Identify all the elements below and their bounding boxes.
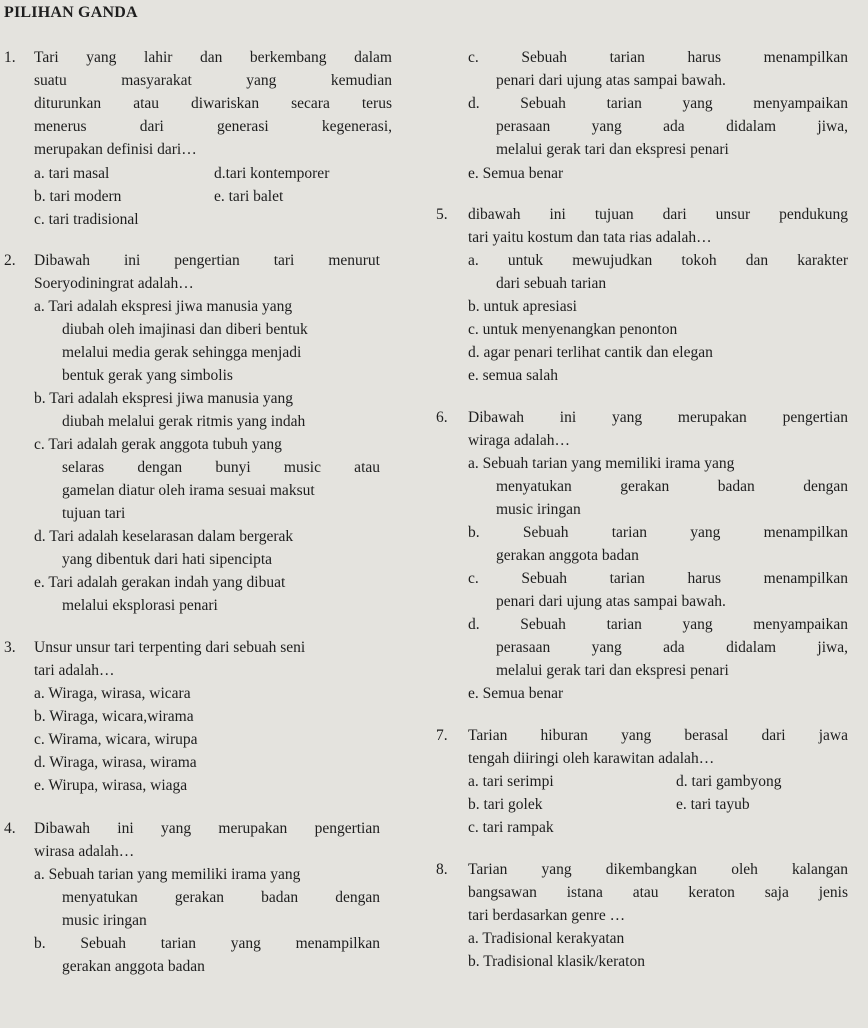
section-heading: PILIHAN GANDA — [4, 4, 138, 21]
answer-option: b. Wiraga, wicara,wirama — [34, 708, 194, 725]
answer-option-line: melalui gerak tari dan ekspresi penari — [496, 662, 729, 679]
answer-option: c. tari tradisional — [34, 211, 139, 228]
question-number: 5. — [436, 206, 448, 223]
answer-option: b. Tari adalah ekspresi jiwa manusia yang — [34, 390, 294, 407]
question-stem-line: diturunkan atau diwariskan secara terus — [34, 95, 392, 112]
question-stem-line: Dibawah ini yang merupakan pengertian — [468, 409, 848, 426]
answer-option: e. Tari adalah gerakan indah yang dibuat — [34, 574, 286, 591]
question-stem-line: tari adalah… — [34, 662, 115, 679]
answer-option: b. tari modern — [34, 188, 122, 205]
answer-option: b. Sebuah tarian yang menampilkan — [34, 935, 380, 952]
question-stem-line: Tarian yang dikembangkan oleh kalangan — [468, 861, 848, 878]
answer-option: d. agar penari terlihat cantik dan elegan — [468, 344, 713, 361]
answer-option: b. untuk apresiasi — [468, 298, 577, 315]
answer-option: a. tari serimpi — [468, 773, 554, 790]
answer-option: a. Tradisional kerakyatan — [468, 930, 625, 947]
answer-option-line: melalui gerak tari dan ekspresi penari — [496, 141, 729, 158]
answer-option-line: menyatukan gerakan badan dengan — [496, 478, 848, 495]
answer-option: b. Tradisional klasik/keraton — [468, 953, 645, 970]
answer-option: c. Wirama, wicara, wirupa — [34, 731, 198, 748]
answer-option-line: bentuk gerak yang simbolis — [62, 367, 233, 384]
answer-option: c. untuk menyenangkan penonton — [468, 321, 678, 338]
answer-option: d. Sebuah tarian yang menyampaikan — [468, 616, 848, 633]
question-stem-line: wiraga adalah… — [468, 432, 570, 449]
answer-option: a. Wiraga, wirasa, wicara — [34, 685, 191, 702]
answer-option-line: dari sebuah tarian — [496, 275, 607, 292]
answer-option-line: menyatukan gerakan badan dengan — [62, 889, 380, 906]
question-stem-line: suatu masyarakat yang kemudian — [34, 72, 392, 89]
answer-option: c. Tari adalah gerak anggota tubuh yang — [34, 436, 282, 453]
answer-option-line: music iringan — [496, 501, 581, 518]
answer-option: e. Semua benar — [468, 165, 564, 182]
question-stem-line: merupakan definisi dari… — [34, 141, 197, 158]
question-stem-line: menerus dari generasi kegenerasi, — [34, 118, 392, 135]
answer-option-line: penari dari ujung atas sampai bawah. — [496, 72, 726, 89]
question-number: 1. — [4, 49, 16, 66]
answer-option-line: selaras dengan bunyi music atau — [62, 459, 380, 476]
answer-option-line: melalui eksplorasi penari — [62, 597, 218, 614]
answer-option: a. untuk mewujudkan tokoh dan karakter — [468, 252, 848, 269]
question-stem-line: tari berdasarkan genre … — [468, 907, 626, 924]
question-number: 8. — [436, 861, 448, 878]
question-number: 6. — [436, 409, 448, 426]
question-number: 3. — [4, 639, 16, 656]
answer-option: d. Wiraga, wirasa, wirama — [34, 754, 197, 771]
question-stem-line: bangsawan istana atau keraton saja jenis — [468, 884, 848, 901]
answer-option: e. Wirupa, wirasa, wiaga — [34, 777, 188, 794]
question-number: 7. — [436, 727, 448, 744]
answer-option-line: penari dari ujung atas sampai bawah. — [496, 593, 726, 610]
answer-option: c. Sebuah tarian harus menampilkan — [468, 49, 848, 66]
question-stem-line: Tari yang lahir dan berkembang dalam — [34, 49, 392, 66]
answer-option: d. Tari adalah keselarasan dalam bergerak — [34, 528, 294, 545]
answer-option-line: diubah melalui gerak ritmis yang indah — [62, 413, 306, 430]
question-number: 2. — [4, 252, 16, 269]
answer-option: e. tari tayub — [676, 796, 750, 813]
question-stem-line: tengah diiringi oleh karawitan adalah… — [468, 750, 715, 767]
answer-option: a. tari masal — [34, 165, 110, 182]
answer-option: d. Sebuah tarian yang menyampaikan — [468, 95, 848, 112]
question-stem-line: Tarian hiburan yang berasal dari jawa — [468, 727, 848, 744]
answer-option: e. semua salah — [468, 367, 558, 384]
answer-option-line: perasaan yang ada didalam jiwa, — [496, 118, 848, 135]
answer-option: a. Sebuah tarian yang memiliki irama yang — [34, 866, 301, 883]
answer-option: b. tari golek — [468, 796, 543, 813]
question-stem-line: Dibawah ini pengertian tari menurut — [34, 252, 380, 269]
answer-option: a. Sebuah tarian yang memiliki irama yang — [468, 455, 735, 472]
answer-option-line: yang dibentuk dari hati sipencipta — [62, 551, 273, 568]
answer-option: b. Sebuah tarian yang menampilkan — [468, 524, 848, 541]
question-stem-line: Soeryodiningrat adalah… — [34, 275, 194, 292]
question-stem-line: dibawah ini tujuan dari unsur pendukung — [468, 206, 848, 223]
question-stem-line: Unsur unsur tari terpenting dari sebuah seni — [34, 639, 306, 656]
question-stem-line: wirasa adalah… — [34, 843, 135, 860]
answer-option: e. Semua benar — [468, 685, 564, 702]
answer-option: e. tari balet — [214, 188, 284, 205]
answer-option-line: tujuan tari — [62, 505, 126, 522]
answer-option-line: melalui media gerak sehingga menjadi — [62, 344, 302, 361]
answer-option: c. tari rampak — [468, 819, 554, 836]
answer-option: d. tari gambyong — [676, 773, 782, 790]
answer-option-line: gerakan anggota badan — [62, 958, 205, 975]
answer-option-line: music iringan — [62, 912, 147, 929]
answer-option-line: gerakan anggota badan — [496, 547, 639, 564]
answer-option-line: perasaan yang ada didalam jiwa, — [496, 639, 848, 656]
question-stem-line: Dibawah ini yang merupakan pengertian — [34, 820, 380, 837]
answer-option: a. Tari adalah ekspresi jiwa manusia yang — [34, 298, 293, 315]
question-number: 4. — [4, 820, 16, 837]
answer-option: c. Sebuah tarian harus menampilkan — [468, 570, 848, 587]
answer-option: d.tari kontemporer — [214, 165, 330, 182]
question-stem-line: tari yaitu kostum dan tata rias adalah… — [468, 229, 712, 246]
answer-option-line: diubah oleh imajinasi dan diberi bentuk — [62, 321, 308, 338]
answer-option-line: gamelan diatur oleh irama sesuai maksut — [62, 482, 315, 499]
